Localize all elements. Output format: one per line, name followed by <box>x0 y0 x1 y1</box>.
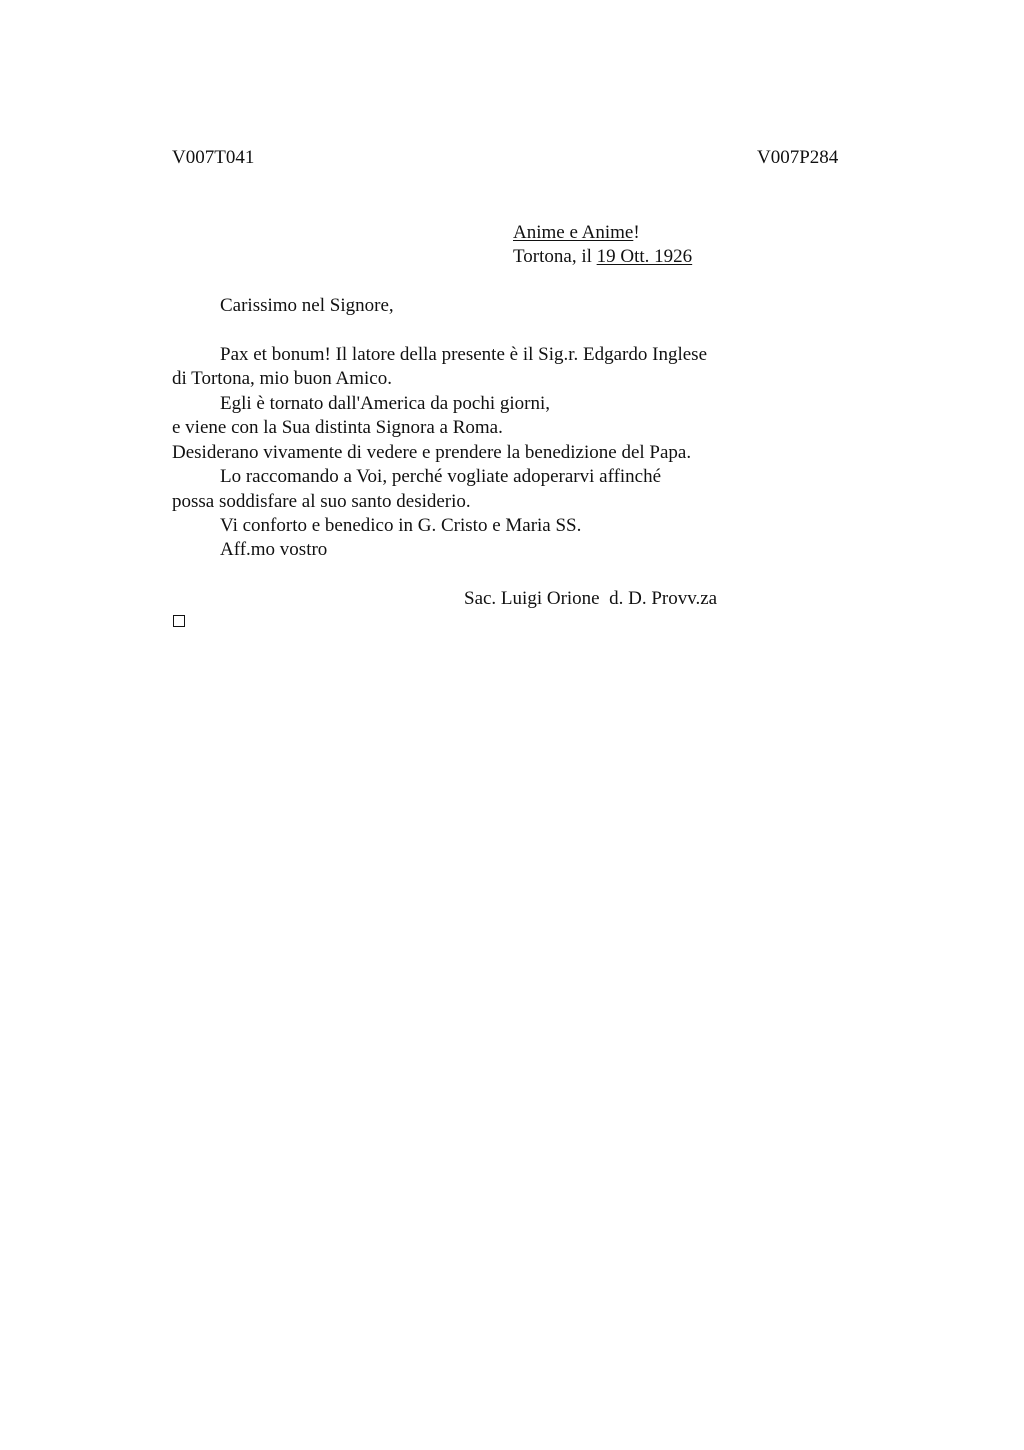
closing: Aff.mo vostro <box>220 539 328 560</box>
place-date <box>513 245 692 269</box>
body-line: Egli è tornato dall'America da pochi giorni, <box>220 393 551 414</box>
body-line: di Tortona, mio buon Amico. <box>172 368 392 389</box>
body-line: Desiderano vivamente di vedere e prendere la benedizione del Papa. <box>172 442 692 463</box>
body-line: Lo raccomando a Voi, perché vogliate adoperarvi affinché <box>220 466 662 487</box>
motto-punctuation: ! <box>633 222 640 243</box>
body-line: e viene con la Sua distinta Signora a Roma. <box>172 417 503 438</box>
body-line: Vi conforto e benedico in G. Cristo e Maria SS. <box>220 515 582 536</box>
motto-text: Anime e Anime <box>513 222 634 243</box>
body-line: Pax et bonum! Il latore della presente è il Sig.r. Edgardo Inglese <box>220 344 707 365</box>
signature: Sac. Luigi Orione d. D. Provv.za <box>464 588 718 609</box>
end-mark-box <box>173 615 185 627</box>
motto <box>513 221 640 245</box>
salutation: Carissimo nel Signore, <box>220 295 394 316</box>
document-code-left: V007T041 <box>172 147 255 168</box>
body-line: possa soddisfare al suo santo desiderio. <box>172 491 471 512</box>
end-mark-text <box>0 0 1 1</box>
document-code-right: V007P284 <box>757 147 839 168</box>
letter-date: 19 Ott. 1926 <box>596 246 693 267</box>
place-prefix: Tortona, il <box>513 246 597 267</box>
